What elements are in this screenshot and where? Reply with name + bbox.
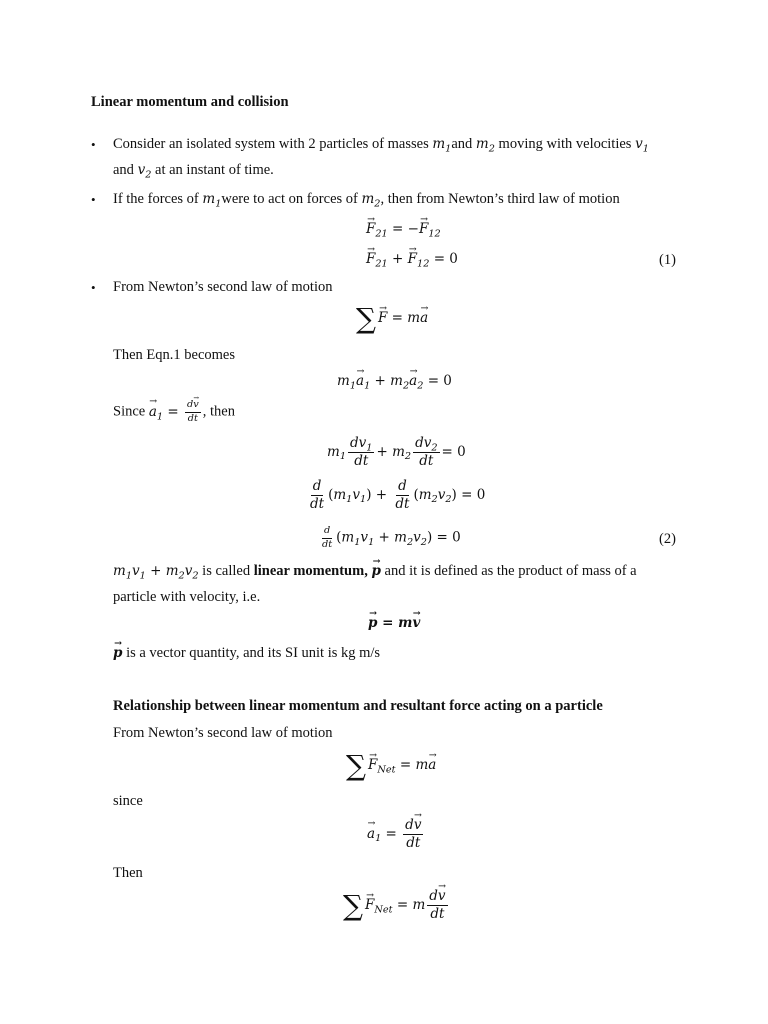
equation-derivative-1: $m_1$ $\frac{dv_1}{dt}$ + $m_2$ $\frac{dv_2}{dt}$ = 0 (327, 435, 466, 469)
equation-net-force: ∑→ $F_{Net} = m\to a$ (346, 749, 436, 782)
then-text: Then (113, 865, 143, 881)
bullet-1: • (91, 137, 96, 152)
equation-acceleration-def: → $a_1$ = $\frac{d\to v}{dt}$ (367, 818, 425, 851)
momentum-definition-line-2: particle with velocity, i.e. (113, 589, 261, 605)
equation-2: $\frac{d}{dt}$ $(m_1v_1 + m_2v_2) = 0$ (322, 525, 461, 550)
equation-1: → $F_{21}$ + → $F_{12} = 0$ (366, 251, 458, 267)
bullet-3: • (91, 280, 96, 295)
since-text: since (113, 793, 143, 809)
math-v1: $v_1$ (635, 136, 649, 155)
equation-net-force-derivative: ∑→ $F_{Net} = m$ $\frac{d\to v}{dt}$ (343, 889, 450, 922)
equation-2-label: (2) (659, 531, 676, 547)
equation-momentum: → p = m→ v (368, 615, 420, 631)
equation-third-law: → $F_{21}$ = −→ $F_{12}$ (366, 221, 441, 237)
momentum-definition-line-1: $m_1v_1 + m_2v_2$ is called linear momentum, → p and it is defined as the product of mass of a (113, 563, 637, 580)
second-law-text: From Newton’s second law of motion (113, 725, 333, 741)
equation-derivative-2: $\frac{d}{dt}$ $(m_1v_1)$ + $\frac{d}{dt}$ $(m_2v_2) = 0$ (310, 478, 486, 512)
equation-acceleration: $m_1\to a_1 + m_2\to a_2 = 0$ (337, 373, 452, 389)
math-m1: $m_1$ (432, 136, 452, 155)
equation-1-label: (1) (659, 252, 676, 268)
vector-quantity-line: → p is a vector quantity, and its SI unit is kg m/s (113, 645, 380, 662)
bullet-1-line-2: and $v_2$ at an instant of time. (113, 162, 274, 181)
bullet-2: • (91, 192, 96, 207)
page-title: Linear momentum and collision (91, 94, 289, 110)
then-eqn-text: Then Eqn.1 becomes (113, 347, 236, 363)
math-m2: $m_2$ (475, 136, 495, 155)
section-heading: Relationship between linear momentum and resultant force acting on a particle (113, 698, 603, 714)
bullet-2-line: If the forces of $m_1were$ to act on forces of $m_2$, then from Newton’s third law of motion (113, 191, 620, 210)
bullet-1-line-1: Consider an isolated system with 2 particles of masses $m_1and$ $m_2$ moving with velocities $v_1$ (113, 136, 649, 155)
equation-second-law: ∑→ F = m→ a (356, 302, 428, 335)
math-v2: $v_2$ (137, 162, 152, 181)
since-line: Since → $a_1$ = $\frac{d\to v}{dt}$ , then (113, 400, 235, 424)
bullet-3-line: From Newton’s second law of motion (113, 279, 333, 295)
